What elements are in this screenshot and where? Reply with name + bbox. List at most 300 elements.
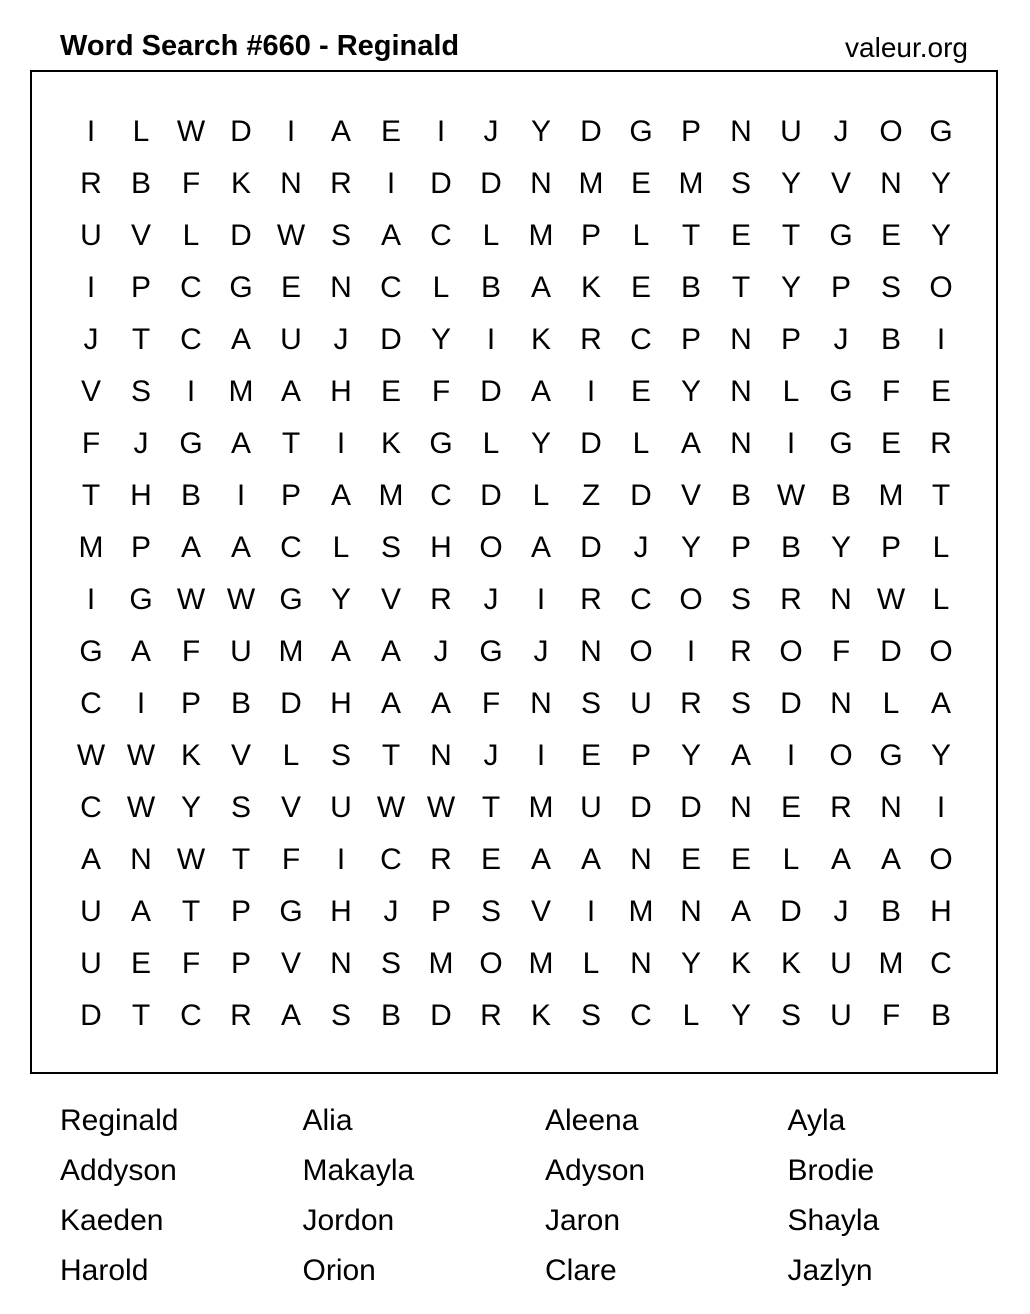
grid-letter: W bbox=[176, 115, 206, 148]
grid-letter: N bbox=[730, 115, 752, 148]
grid-letter: W bbox=[176, 583, 206, 616]
grid-letter: G bbox=[829, 375, 853, 408]
grid-letter: L bbox=[682, 999, 700, 1032]
grid-letter: P bbox=[680, 323, 701, 356]
grid-letter: E bbox=[880, 427, 901, 460]
grid-letter: B bbox=[730, 479, 751, 512]
grid-letter: U bbox=[580, 791, 602, 824]
grid-letter: A bbox=[280, 999, 301, 1032]
grid-letter: K bbox=[530, 999, 551, 1032]
grid-letter: P bbox=[280, 479, 301, 512]
grid-letter: R bbox=[730, 635, 752, 668]
grid-letter: A bbox=[230, 427, 251, 460]
grid-letter: L bbox=[782, 375, 800, 408]
grid-letter: T bbox=[281, 427, 301, 460]
grid-letter: V bbox=[830, 167, 851, 200]
grid-letter: T bbox=[131, 323, 151, 356]
grid-letter: M bbox=[578, 167, 604, 200]
grid-letter: D bbox=[880, 635, 902, 668]
grid-letter: S bbox=[730, 687, 751, 720]
grid-letter: D bbox=[580, 427, 602, 460]
grid-letter: G bbox=[179, 427, 203, 460]
grid-letter: I bbox=[336, 427, 346, 460]
grid-letter: M bbox=[378, 479, 404, 512]
grid-letter: F bbox=[181, 635, 201, 668]
grid-letter: W bbox=[226, 583, 256, 616]
grid-letter: A bbox=[580, 843, 601, 876]
grid-letter: I bbox=[136, 687, 146, 720]
grid-letter: L bbox=[632, 219, 650, 252]
grid-letter: L bbox=[132, 115, 150, 148]
grid-letter: T bbox=[181, 895, 201, 928]
grid-letter: E bbox=[130, 947, 151, 980]
word-list-item: Reginald bbox=[60, 1104, 179, 1137]
grid-letter: F bbox=[81, 427, 101, 460]
grid-letter: C bbox=[430, 479, 452, 512]
grid-letter: J bbox=[333, 323, 349, 356]
grid-letter: T bbox=[781, 219, 801, 252]
grid-letter: N bbox=[730, 323, 752, 356]
grid-letter: I bbox=[486, 323, 496, 356]
grid-letter: G bbox=[829, 219, 853, 252]
grid-letter: C bbox=[180, 999, 202, 1032]
grid-letter: B bbox=[480, 271, 501, 304]
grid-letter: J bbox=[433, 635, 449, 668]
grid-letter: Y bbox=[180, 791, 201, 824]
grid-letter: L bbox=[432, 271, 450, 304]
grid-letter: D bbox=[480, 167, 502, 200]
grid-letter: S bbox=[780, 999, 801, 1032]
grid-letter: Y bbox=[430, 323, 451, 356]
page-title: Word Search #660 - Reginald bbox=[60, 30, 460, 62]
grid-letter: S bbox=[480, 895, 501, 928]
grid-letter: B bbox=[830, 479, 851, 512]
grid-letter: G bbox=[229, 271, 253, 304]
grid-letter: H bbox=[130, 479, 152, 512]
grid-letter: C bbox=[430, 219, 452, 252]
grid-letter: Y bbox=[530, 115, 551, 148]
grid-letter: A bbox=[880, 843, 901, 876]
grid-letter: E bbox=[730, 219, 751, 252]
grid-letter: I bbox=[786, 739, 796, 772]
grid-letter: L bbox=[482, 427, 500, 460]
grid-letter: T bbox=[381, 739, 401, 772]
grid-letter: I bbox=[936, 323, 946, 356]
grid-letter: B bbox=[930, 999, 951, 1032]
grid-letter: L bbox=[932, 531, 950, 564]
grid-letter: G bbox=[129, 583, 153, 616]
grid-letter: O bbox=[879, 115, 903, 148]
grid-letter: L bbox=[932, 583, 950, 616]
grid-letter: M bbox=[878, 479, 904, 512]
grid-letter: I bbox=[86, 115, 96, 148]
grid-letter: B bbox=[880, 895, 901, 928]
grid-letter: I bbox=[536, 739, 546, 772]
word-list-item: Addyson bbox=[60, 1154, 177, 1187]
grid-letter: J bbox=[483, 739, 499, 772]
grid-letter: V bbox=[130, 219, 151, 252]
grid-letter: T bbox=[481, 791, 501, 824]
grid-letter: C bbox=[180, 323, 202, 356]
grid-letter: A bbox=[930, 687, 951, 720]
grid-letter: I bbox=[936, 791, 946, 824]
word-list-item: Jazlyn bbox=[787, 1254, 873, 1287]
grid-letter: N bbox=[730, 791, 752, 824]
word-list-item: Ayla bbox=[787, 1104, 846, 1137]
grid-letter: Y bbox=[680, 531, 701, 564]
grid-letter: A bbox=[530, 271, 551, 304]
puzzle-box bbox=[30, 70, 998, 1074]
grid-letter: F bbox=[481, 687, 501, 720]
grid-letter: L bbox=[632, 427, 650, 460]
grid-letter: B bbox=[130, 167, 151, 200]
grid-letter: Y bbox=[930, 739, 951, 772]
grid-letter: O bbox=[779, 635, 803, 668]
grid-letter: T bbox=[81, 479, 101, 512]
word-list-item: Brodie bbox=[787, 1154, 875, 1187]
grid-letter: J bbox=[833, 323, 849, 356]
grid-letter: A bbox=[80, 843, 101, 876]
grid-letter: S bbox=[580, 687, 601, 720]
grid-letter: D bbox=[380, 323, 402, 356]
grid-letter: E bbox=[280, 271, 301, 304]
grid-letter: A bbox=[230, 531, 251, 564]
grid-letter: A bbox=[430, 687, 451, 720]
grid-letter: A bbox=[230, 323, 251, 356]
grid-letter: I bbox=[586, 895, 596, 928]
grid-letter: D bbox=[630, 791, 652, 824]
grid-letter: D bbox=[430, 999, 452, 1032]
grid-letter: F bbox=[181, 167, 201, 200]
grid-letter: R bbox=[780, 583, 802, 616]
grid-letter: E bbox=[780, 791, 801, 824]
word-list-item: Makayla bbox=[302, 1154, 415, 1187]
grid-letter: E bbox=[680, 843, 701, 876]
grid-letter: M bbox=[528, 947, 554, 980]
grid-letter: D bbox=[230, 115, 252, 148]
grid-letter: U bbox=[80, 895, 102, 928]
grid-letter: J bbox=[483, 583, 499, 616]
grid-letter: R bbox=[430, 843, 452, 876]
grid-letter: C bbox=[380, 843, 402, 876]
grid-letter: D bbox=[430, 167, 452, 200]
grid-letter: S bbox=[380, 947, 401, 980]
grid-letter: F bbox=[831, 635, 851, 668]
grid-letter: U bbox=[780, 115, 802, 148]
grid-letter: E bbox=[630, 167, 651, 200]
grid-letter: P bbox=[830, 271, 851, 304]
grid-letter: C bbox=[630, 323, 652, 356]
grid-letter: G bbox=[829, 427, 853, 460]
word-list-item: Alia bbox=[302, 1104, 353, 1137]
grid-letter: D bbox=[480, 375, 502, 408]
grid-letter: U bbox=[80, 219, 102, 252]
grid-letter: N bbox=[830, 583, 852, 616]
grid-letter: S bbox=[130, 375, 151, 408]
word-list-item: Clare bbox=[545, 1254, 617, 1287]
grid-letter: P bbox=[230, 895, 251, 928]
grid-letter: A bbox=[530, 843, 551, 876]
grid-letter: M bbox=[428, 947, 454, 980]
grid-letter: F bbox=[281, 843, 301, 876]
grid-letter: H bbox=[930, 895, 952, 928]
grid-letter: Y bbox=[680, 375, 701, 408]
grid-letter: U bbox=[630, 687, 652, 720]
grid-letter: W bbox=[126, 739, 156, 772]
grid-letter: O bbox=[479, 947, 503, 980]
word-list-item: Jordon bbox=[302, 1204, 395, 1237]
grid-letter: G bbox=[629, 115, 653, 148]
grid-letter: N bbox=[130, 843, 152, 876]
grid-letter: I bbox=[786, 427, 796, 460]
grid-letter: I bbox=[236, 479, 246, 512]
grid-letter: H bbox=[430, 531, 452, 564]
grid-letter: A bbox=[330, 479, 351, 512]
grid-letter: Y bbox=[780, 271, 801, 304]
grid-letter: E bbox=[380, 375, 401, 408]
grid-letter: L bbox=[882, 687, 900, 720]
grid-letter: W bbox=[276, 219, 306, 252]
grid-letter: I bbox=[386, 167, 396, 200]
grid-letter: G bbox=[879, 739, 903, 772]
grid-letter: T bbox=[681, 219, 701, 252]
grid-letter: R bbox=[580, 323, 602, 356]
grid-letter: D bbox=[580, 531, 602, 564]
grid-letter: E bbox=[930, 375, 951, 408]
grid-letter: W bbox=[176, 843, 206, 876]
grid-letter: K bbox=[580, 271, 601, 304]
grid-letter: E bbox=[480, 843, 501, 876]
grid-letter: N bbox=[430, 739, 452, 772]
grid-letter: N bbox=[880, 167, 902, 200]
grid-letter: P bbox=[730, 531, 751, 564]
grid-letter: W bbox=[126, 791, 156, 824]
grid-letter: A bbox=[380, 687, 401, 720]
grid-letter: R bbox=[230, 999, 252, 1032]
grid-letter: F bbox=[181, 947, 201, 980]
grid-letter: D bbox=[780, 687, 802, 720]
grid-letter: S bbox=[230, 791, 251, 824]
grid-letter: S bbox=[730, 167, 751, 200]
grid-letter: D bbox=[230, 219, 252, 252]
grid-letter: J bbox=[533, 635, 549, 668]
grid-letter: O bbox=[479, 531, 503, 564]
grid-letter: N bbox=[680, 895, 702, 928]
grid-letter: T bbox=[731, 271, 751, 304]
grid-letter: I bbox=[686, 635, 696, 668]
grid-letter: A bbox=[530, 375, 551, 408]
grid-letter: N bbox=[730, 427, 752, 460]
grid-letter: J bbox=[833, 895, 849, 928]
grid-letter: I bbox=[436, 115, 446, 148]
grid-letter: M bbox=[878, 947, 904, 980]
grid-letter: F bbox=[431, 375, 451, 408]
grid-letter: P bbox=[130, 531, 151, 564]
grid-letter: E bbox=[630, 271, 651, 304]
grid-letter: R bbox=[430, 583, 452, 616]
grid-letter: H bbox=[330, 375, 352, 408]
grid-letter: P bbox=[630, 739, 651, 772]
grid-letter: D bbox=[580, 115, 602, 148]
grid-letter: P bbox=[880, 531, 901, 564]
grid-letter: W bbox=[376, 791, 406, 824]
grid-letter: I bbox=[186, 375, 196, 408]
grid-letter: Y bbox=[730, 999, 751, 1032]
grid-letter: N bbox=[530, 687, 552, 720]
grid-letter: A bbox=[130, 635, 151, 668]
grid-letter: N bbox=[630, 843, 652, 876]
grid-letter: R bbox=[680, 687, 702, 720]
grid-letter: R bbox=[330, 167, 352, 200]
grid-letter: A bbox=[180, 531, 201, 564]
grid-letter: A bbox=[830, 843, 851, 876]
grid-letter: S bbox=[580, 999, 601, 1032]
grid-letter: A bbox=[130, 895, 151, 928]
grid-letter: G bbox=[479, 635, 503, 668]
grid-letter: K bbox=[380, 427, 401, 460]
grid-letter: S bbox=[330, 739, 351, 772]
grid-letter: U bbox=[330, 791, 352, 824]
grid-letter: J bbox=[133, 427, 149, 460]
letter-grid bbox=[66, 106, 966, 1042]
grid-letter: U bbox=[830, 947, 852, 980]
word-list-item: Kaeden bbox=[60, 1204, 164, 1237]
grid-letter: Y bbox=[930, 167, 951, 200]
grid-letter: E bbox=[580, 739, 601, 772]
grid-letter: Y bbox=[930, 219, 951, 252]
grid-letter: I bbox=[536, 583, 546, 616]
grid-letter: T bbox=[931, 479, 951, 512]
grid-letter: C bbox=[930, 947, 952, 980]
grid-letter: Z bbox=[581, 479, 601, 512]
grid-letter: V bbox=[530, 895, 551, 928]
grid-letter: E bbox=[630, 375, 651, 408]
grid-letter: S bbox=[380, 531, 401, 564]
grid-letter: S bbox=[330, 999, 351, 1032]
grid-letter: A bbox=[680, 427, 701, 460]
grid-letter: E bbox=[880, 219, 901, 252]
grid-letter: V bbox=[80, 375, 101, 408]
grid-letter: B bbox=[880, 323, 901, 356]
word-list-item: Adyson bbox=[545, 1154, 646, 1187]
word-list-item: Orion bbox=[302, 1254, 376, 1287]
grid-letter: B bbox=[380, 999, 401, 1032]
grid-letter: R bbox=[930, 427, 952, 460]
grid-letter: I bbox=[86, 583, 96, 616]
grid-letter: R bbox=[830, 791, 852, 824]
grid-letter: G bbox=[79, 635, 103, 668]
grid-letter: Y bbox=[830, 531, 851, 564]
grid-letter: D bbox=[680, 791, 702, 824]
grid-letter: V bbox=[380, 583, 401, 616]
grid-letter: E bbox=[380, 115, 401, 148]
grid-letter: C bbox=[280, 531, 302, 564]
grid-letter: W bbox=[426, 791, 456, 824]
grid-letter: Y bbox=[530, 427, 551, 460]
grid-letter: P bbox=[130, 271, 151, 304]
grid-letter: L bbox=[332, 531, 350, 564]
site-name: valeur.org bbox=[845, 32, 968, 63]
grid-letter: I bbox=[86, 271, 96, 304]
word-list bbox=[60, 1096, 1030, 1296]
grid-letter: G bbox=[279, 583, 303, 616]
grid-letter: U bbox=[280, 323, 302, 356]
grid-letter: N bbox=[880, 791, 902, 824]
grid-letter: K bbox=[180, 739, 201, 772]
grid-letter: H bbox=[330, 687, 352, 720]
grid-letter: T bbox=[131, 999, 151, 1032]
grid-letter: O bbox=[929, 843, 953, 876]
grid-letter: D bbox=[780, 895, 802, 928]
grid-letter: G bbox=[429, 427, 453, 460]
grid-letter: B bbox=[180, 479, 201, 512]
grid-letter: J bbox=[383, 895, 399, 928]
grid-letter: C bbox=[80, 791, 102, 824]
grid-letter: J bbox=[483, 115, 499, 148]
grid-letter: A bbox=[380, 219, 401, 252]
grid-letter: D bbox=[480, 479, 502, 512]
grid-letter: J bbox=[633, 531, 649, 564]
grid-letter: M bbox=[628, 895, 654, 928]
grid-letter: L bbox=[482, 219, 500, 252]
grid-letter: C bbox=[380, 271, 402, 304]
grid-letter: F bbox=[881, 999, 901, 1032]
grid-letter: P bbox=[230, 947, 251, 980]
grid-letter: A bbox=[330, 115, 351, 148]
grid-letter: A bbox=[530, 531, 551, 564]
grid-letter: U bbox=[80, 947, 102, 980]
grid-letter: K bbox=[530, 323, 551, 356]
grid-letter: S bbox=[330, 219, 351, 252]
grid-letter: S bbox=[730, 583, 751, 616]
grid-letter: A bbox=[730, 739, 751, 772]
grid-letter: R bbox=[80, 167, 102, 200]
grid-letter: L bbox=[182, 219, 200, 252]
grid-letter: Y bbox=[680, 947, 701, 980]
grid-letter: N bbox=[330, 271, 352, 304]
grid-letter: F bbox=[881, 375, 901, 408]
grid-letter: B bbox=[230, 687, 251, 720]
grid-letter: K bbox=[230, 167, 251, 200]
grid-letter: M bbox=[678, 167, 704, 200]
grid-letter: B bbox=[680, 271, 701, 304]
grid-letter: K bbox=[730, 947, 751, 980]
grid-letter: D bbox=[280, 687, 302, 720]
grid-letter: D bbox=[630, 479, 652, 512]
grid-letter: H bbox=[330, 895, 352, 928]
grid-letter: M bbox=[528, 219, 554, 252]
grid-letter: N bbox=[630, 947, 652, 980]
grid-letter: G bbox=[279, 895, 303, 928]
word-list-item: Jaron bbox=[545, 1204, 621, 1237]
grid-letter: P bbox=[780, 323, 801, 356]
grid-letter: V bbox=[280, 947, 301, 980]
grid-letter: U bbox=[830, 999, 852, 1032]
grid-letter: A bbox=[730, 895, 751, 928]
grid-letter: B bbox=[780, 531, 801, 564]
grid-letter: E bbox=[730, 843, 751, 876]
grid-letter: T bbox=[231, 843, 251, 876]
grid-letter: M bbox=[228, 375, 254, 408]
grid-letter: S bbox=[880, 271, 901, 304]
grid-letter: N bbox=[730, 375, 752, 408]
grid-letter: U bbox=[230, 635, 252, 668]
grid-letter: R bbox=[580, 583, 602, 616]
grid-letter: N bbox=[280, 167, 302, 200]
word-list-item: Shayla bbox=[787, 1204, 880, 1237]
grid-letter: O bbox=[929, 271, 953, 304]
grid-letter: M bbox=[78, 531, 104, 564]
